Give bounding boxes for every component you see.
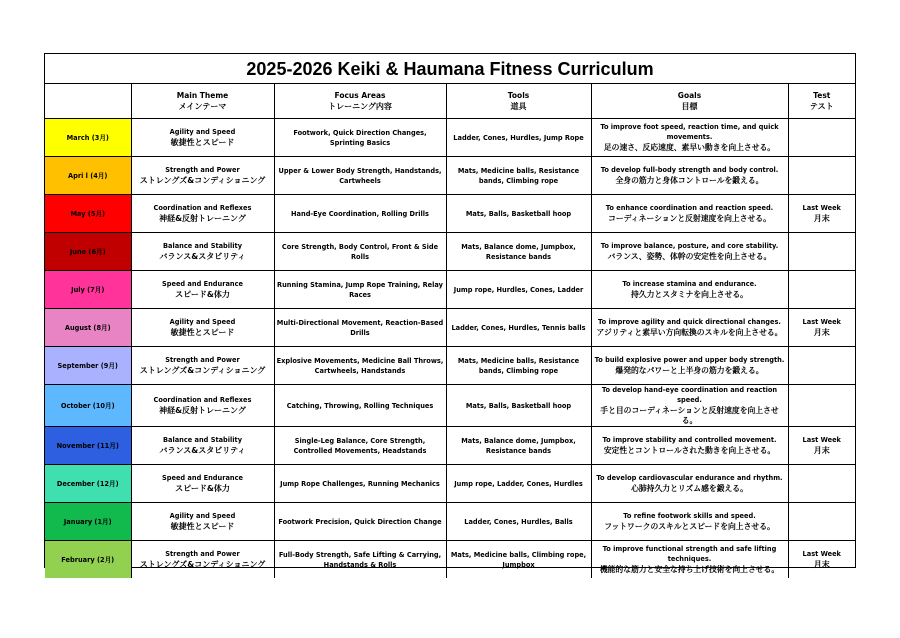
goal-en: To increase stamina and endurance. [622,280,757,288]
focus-areas-cell: Single-Leg Balance, Core Strength, Controlled Movements, Headstands [274,427,446,465]
month-cell: December (12月) [45,465,131,503]
tools-cell: Mats, Medicine balls, Resistance bands, Climbing rope [446,157,591,195]
month-cell: October (10月) [45,385,131,427]
goal-jp: アジリティと素早い方向転換のスキルを向上させる。 [596,328,783,337]
table-row [45,503,855,541]
test-cell [788,385,855,427]
tools-cell: Mats, Medicine balls, Climbing rope, Jumpbox [446,541,591,579]
tools-cell: Mats, Medicine balls, Resistance bands, Climbing rope [446,347,591,385]
focus-areas-cell: Full-Body Strength, Safe Lifting & Carrying, Handstands & Rolls [274,541,446,579]
header-goals-jp: 目標 [681,101,698,111]
month-cell: September (9月) [45,347,131,385]
main-theme-cell [131,195,274,233]
theme-jp: 神経&反射トレーニング [159,406,246,415]
main-theme-cell [131,233,274,271]
tools-cell: Jump rope, Ladder, Cones, Hurdles [446,465,591,503]
focus-areas-cell: Catching, Throwing, Rolling Techniques [274,385,446,427]
table-row [45,271,855,309]
header-main-theme-en: Main Theme [176,90,229,100]
month-cell: January (1月) [45,503,131,541]
focus-areas-cell: Footwork Precision, Quick Direction Change [274,503,446,541]
table-row [45,309,855,347]
table-row [45,427,855,465]
focus-areas-cell: Core Strength, Body Control, Front & Side Rolls [274,233,446,271]
goal-jp: 安定性とコントロールされた動きを向上させる。 [603,446,776,455]
goals-cell [591,309,788,347]
goal-jp: 爆発的なパワーと上半身の筋力を鍛える。 [615,366,764,375]
test-en: Last Week [802,204,841,212]
goal-jp: フットワークのスキルとスピードを向上させる。 [604,522,775,531]
table-row [45,465,855,503]
test-jp: 月末 [813,446,830,455]
test-cell [788,195,855,233]
focus-areas-cell: Jump Rope Challenges, Running Mechanics [274,465,446,503]
theme-en: Agility and Speed [169,128,236,136]
test-cell [788,119,855,157]
header-test-en: Test [813,90,831,100]
header-main-theme-jp: メインテーマ [178,101,227,111]
main-theme-cell [131,385,274,427]
focus-areas-cell: Upper & Lower Body Strength, Handstands, Cartwheels [274,157,446,195]
theme-en: Coordination and Reflexes [153,396,252,404]
tools-cell: Ladder, Cones, Hurdles, Tennis balls [446,309,591,347]
goal-en: To improve balance, posture, and core stability. [600,242,779,250]
theme-en: Speed and Endurance [162,280,243,288]
goals-cell [591,347,788,385]
month-cell: June (6月) [45,233,131,271]
table-row [45,119,855,157]
test-cell [788,427,855,465]
theme-en: Strength and Power [165,166,240,174]
tools-cell: Ladder, Cones, Hurdles, Balls [446,503,591,541]
header-focus-jp: トレーニング内容 [328,101,392,111]
goals-cell [591,119,788,157]
goals-cell [591,385,788,427]
theme-jp: バランス&スタビリティ [159,252,246,261]
main-theme-cell [131,541,274,579]
theme-jp: 神経&反射トレーニング [159,214,246,223]
month-cell: Apri l (4月) [45,157,131,195]
goal-jp: 足の速さ、反応速度、素早い動きを向上させる。 [603,143,776,152]
goal-en: To develop hand-eye coordination and reaction speed. [601,386,778,404]
tools-cell: Mats, Balance dome, Jumpbox, Resistance bands [446,233,591,271]
month-cell: August (8月) [45,309,131,347]
goal-en: To refine footwork skills and speed. [623,512,756,520]
theme-jp: 敏捷性とスピード [170,138,235,147]
month-cell: May (5月) [45,195,131,233]
main-theme-cell [131,503,274,541]
curriculum-sheet [44,53,856,574]
table-row [45,157,855,195]
theme-en: Agility and Speed [169,318,236,326]
test-jp: 月末 [813,214,830,223]
test-en: Last Week [802,318,841,326]
table-row [45,233,855,271]
main-theme-cell [131,427,274,465]
test-cell [788,347,855,385]
header-focus-en: Focus Areas [334,90,386,100]
focus-areas-cell: Multi-Directional Movement, Reaction-Based Drills [274,309,446,347]
goal-jp: バランス、姿勢、体幹の安定性を向上させる。 [607,252,772,261]
test-cell [788,271,855,309]
goal-jp: 持久力とスタミナを向上させる。 [631,290,748,299]
theme-jp: 敏捷性とスピード [170,328,235,337]
goals-cell [591,503,788,541]
theme-jp: スピード&体力 [175,484,230,493]
header-goals [591,84,788,119]
test-jp: 月末 [813,560,830,569]
theme-en: Speed and Endurance [162,474,243,482]
goal-jp: 心肺持久力とリズム感を鍛える。 [631,484,748,493]
test-cell [788,541,855,579]
header-test-jp: テスト [809,101,834,111]
header-goals-en: Goals [677,90,702,100]
goal-en: To improve functional strength and safe lifting techniques. [602,545,777,563]
theme-jp: 敏捷性とスピード [170,522,235,531]
theme-en: Balance and Stability [162,436,242,444]
table-row [45,195,855,233]
goals-cell [591,271,788,309]
test-cell [788,233,855,271]
goal-jp: 全身の筋力と身体コントロールを鍛える。 [615,176,764,185]
theme-en: Balance and Stability [162,242,242,250]
goals-cell [591,465,788,503]
theme-en: Agility and Speed [169,512,236,520]
header-main-theme [131,84,274,119]
test-en: Last Week [802,550,841,558]
goal-jp: 手と目のコーディネーションと反射速度を向上させる。 [600,406,779,425]
goal-en: To improve stability and controlled movement. [602,436,777,444]
theme-jp: ストレングズ&コンディショニング [139,366,266,375]
header-month [45,84,131,119]
page-title: 2025-2026 Keiki & Haumana Fitness Curriculum [45,54,855,84]
goals-cell [591,541,788,579]
theme-jp: ストレングズ&コンディショニング [139,560,266,569]
table-row [45,385,855,427]
month-cell: July (7月) [45,271,131,309]
goal-jp: 機能的な筋力と安全な持ち上げ技術を向上させる。 [599,565,780,574]
header-row [45,84,855,119]
header-tools-jp: 道具 [510,101,527,111]
month-cell: March (3月) [45,119,131,157]
goal-en: To improve foot speed, reaction time, and quick movements. [600,123,779,141]
theme-jp: バランス&スタビリティ [159,446,246,455]
tools-cell: Ladder, Cones, Hurdles, Jump Rope [446,119,591,157]
main-theme-cell [131,119,274,157]
focus-areas-cell: Footwork, Quick Direction Changes, Sprinting Basics [274,119,446,157]
test-cell [788,309,855,347]
goal-jp: コーディネーションと反射速度を向上させる。 [608,214,771,223]
theme-en: Strength and Power [165,356,240,364]
goals-cell [591,427,788,465]
goals-cell [591,157,788,195]
test-cell [788,465,855,503]
curriculum-table [45,84,855,578]
goal-en: To improve agility and quick directional changes. [598,318,781,326]
main-theme-cell [131,465,274,503]
theme-en: Strength and Power [165,550,240,558]
header-test [788,84,855,119]
main-theme-cell [131,309,274,347]
goals-cell [591,233,788,271]
test-en: Last Week [802,436,841,444]
main-theme-cell [131,271,274,309]
tools-cell: Mats, Balls, Basketball hoop [446,385,591,427]
tools-cell: Mats, Balance dome, Jumpbox, Resistance bands [446,427,591,465]
theme-jp: ストレングズ&コンディショニング [139,176,266,185]
test-jp: 月末 [813,328,830,337]
focus-areas-cell: Explosive Movements, Medicine Ball Throws, Cartwheels, Handstands [274,347,446,385]
goal-en: To enhance coordination and reaction speed. [605,204,774,212]
goal-en: To develop cardiovascular endurance and rhythm. [596,474,783,482]
focus-areas-cell: Running Stamina, Jump Rope Training, Relay Races [274,271,446,309]
goal-en: To build explosive power and upper body strength. [594,356,785,364]
main-theme-cell [131,157,274,195]
header-tools [446,84,591,119]
table-row [45,541,855,579]
month-cell: November (11月) [45,427,131,465]
test-cell [788,503,855,541]
focus-areas-cell: Hand-Eye Coordination, Rolling Drills [274,195,446,233]
month-cell: February (2月) [45,541,131,579]
header-tools-en: Tools [507,90,530,100]
theme-jp: スピード&体力 [175,290,230,299]
main-theme-cell [131,347,274,385]
goals-cell [591,195,788,233]
table-row [45,347,855,385]
tools-cell: Jump rope, Hurdles, Cones, Ladder [446,271,591,309]
goal-en: To develop full-body strength and body control. [600,166,779,174]
tools-cell: Mats, Balls, Basketball hoop [446,195,591,233]
header-focus-areas [274,84,446,119]
theme-en: Coordination and Reflexes [153,204,252,212]
test-cell [788,157,855,195]
